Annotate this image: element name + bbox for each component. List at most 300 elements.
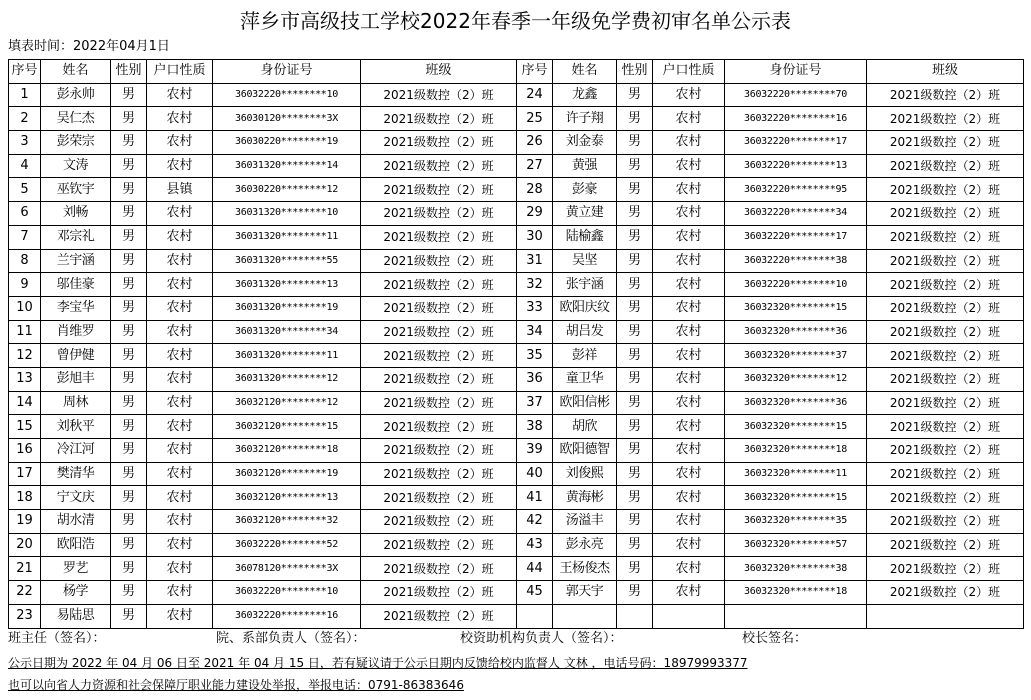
cell-hukou: 县镇: [147, 178, 213, 202]
cell-class: 2021级数控（2）班: [867, 273, 1024, 297]
cell-id-number: 36031320********11: [213, 344, 361, 368]
cell-hukou: 农村: [653, 344, 725, 368]
cell-hukou: 农村: [147, 439, 213, 463]
cell-name: 黄强: [553, 154, 617, 178]
cell-name: 杨学: [41, 581, 111, 605]
cell-seq: 22: [9, 581, 41, 605]
cell-gender: 男: [617, 296, 653, 320]
cell-class: 2021级数控（2）班: [361, 107, 517, 131]
cell-gender: 男: [111, 296, 147, 320]
cell-hukou: 农村: [653, 581, 725, 605]
cell-id-number: 36032320********11: [725, 462, 867, 486]
cell-name: 童卫华: [553, 367, 617, 391]
cell-name: 龙鑫: [553, 83, 617, 107]
cell-id-number: 36032320********15: [725, 486, 867, 510]
cell-name: 王杨俊杰: [553, 557, 617, 581]
cell-gender: 男: [111, 533, 147, 557]
cell-class: 2021级数控（2）班: [361, 296, 517, 320]
cell-class: 2021级数控（2）班: [361, 462, 517, 486]
cell-gender: 男: [617, 581, 653, 605]
cell-hukou: 农村: [147, 249, 213, 273]
cell-hukou: 农村: [653, 462, 725, 486]
cell-class: 2021级数控（2）班: [867, 249, 1024, 273]
cell-id-number: 36032220********34: [725, 202, 867, 226]
cell-name: 陆榆鑫: [553, 225, 617, 249]
cell-name: 许子翔: [553, 107, 617, 131]
cell-name: 黄海彬: [553, 486, 617, 510]
header-seq: 序号: [517, 60, 553, 84]
table-row: [9, 581, 1024, 605]
cell-seq: 11: [9, 320, 41, 344]
cell-id-number: 36030220********12: [213, 178, 361, 202]
cell-class: 2021级数控（2）班: [361, 154, 517, 178]
cell-gender: 男: [617, 439, 653, 463]
header-id: 身份证号: [725, 60, 867, 84]
header-name: 姓名: [41, 60, 111, 84]
table-row: [9, 202, 1024, 226]
cell-seq: 32: [517, 273, 553, 297]
cell-hukou: 农村: [653, 296, 725, 320]
cell-seq: 31: [517, 249, 553, 273]
table-row: [9, 557, 1024, 581]
cell-id-number: 36032220********70: [725, 83, 867, 107]
cell-name: 邬佳豪: [41, 273, 111, 297]
cell-class: 2021级数控（2）班: [361, 273, 517, 297]
table-row: [9, 83, 1024, 107]
cell-seq: 44: [517, 557, 553, 581]
cell-hukou: 农村: [147, 391, 213, 415]
aid-office-signature: 校资助机构负责人（签名）：: [460, 631, 623, 646]
cell-hukou: 农村: [147, 202, 213, 226]
cell-class: 2021级数控（2）班: [361, 533, 517, 557]
cell-seq: 34: [517, 320, 553, 344]
roster-table: [8, 59, 1024, 629]
cell-seq: 37: [517, 391, 553, 415]
cell-id-number: 36032120********32: [213, 510, 361, 534]
cell-id-number: 36032320********37: [725, 344, 867, 368]
cell-id-number: 36032220********13: [725, 154, 867, 178]
cell-id-number: 36032220********17: [725, 225, 867, 249]
cell-class: 2021级数控（2）班: [867, 557, 1024, 581]
cell-id-number: 36032220********38: [725, 249, 867, 273]
table-row: [9, 320, 1024, 344]
cell-gender: 男: [617, 391, 653, 415]
cell-id-number: 36078120********3X: [213, 557, 361, 581]
cell-id-number: 36032120********12: [213, 391, 361, 415]
cell-seq: 27: [517, 154, 553, 178]
cell-id-number: 36032320********57: [725, 533, 867, 557]
cell-name: 欧阳庆纹: [553, 296, 617, 320]
cell-gender: 男: [617, 107, 653, 131]
cell-id-number: 36032120********13: [213, 486, 361, 510]
cell-class: 2021级数控（2）班: [867, 107, 1024, 131]
cell-hukou: 农村: [147, 344, 213, 368]
cell-id-number: 36032120********15: [213, 415, 361, 439]
cell-hukou: 农村: [147, 510, 213, 534]
cell-hukou: 农村: [653, 225, 725, 249]
cell-seq: 18: [9, 486, 41, 510]
cell-gender: 男: [111, 415, 147, 439]
cell-gender: 男: [617, 462, 653, 486]
cell-name: 欧阳信彬: [553, 391, 617, 415]
cell-class: 2021级数控（2）班: [867, 486, 1024, 510]
cell-hukou: 农村: [653, 202, 725, 226]
header-class: 班级: [361, 60, 517, 84]
header-name: 姓名: [553, 60, 617, 84]
cell-hukou: 农村: [147, 367, 213, 391]
cell-gender: [617, 604, 653, 628]
signature-line: [8, 627, 1023, 645]
cell-gender: 男: [111, 154, 147, 178]
cell-seq: 33: [517, 296, 553, 320]
cell-gender: 男: [111, 581, 147, 605]
cell-seq: 41: [517, 486, 553, 510]
cell-name: 吴仁杰: [41, 107, 111, 131]
table-row: [9, 415, 1024, 439]
cell-seq: 36: [517, 367, 553, 391]
cell-gender: 男: [617, 510, 653, 534]
cell-hukou: 农村: [653, 131, 725, 155]
cell-seq: 15: [9, 415, 41, 439]
table-row: [9, 510, 1024, 534]
cell-hukou: 农村: [147, 154, 213, 178]
cell-name: 李宝华: [41, 296, 111, 320]
cell-hukou: 农村: [653, 107, 725, 131]
cell-seq: 17: [9, 462, 41, 486]
cell-class: 2021级数控（2）班: [867, 296, 1024, 320]
cell-class: 2021级数控（2）班: [867, 154, 1024, 178]
cell-seq: 4: [9, 154, 41, 178]
cell-id-number: 36032320********12: [725, 367, 867, 391]
cell-seq: 10: [9, 296, 41, 320]
cell-name: 郭天宇: [553, 581, 617, 605]
table-row: [9, 462, 1024, 486]
cell-gender: 男: [617, 344, 653, 368]
cell-class: 2021级数控（2）班: [867, 533, 1024, 557]
cell-seq: 29: [517, 202, 553, 226]
cell-name: 胡吕发: [553, 320, 617, 344]
cell-gender: 男: [111, 83, 147, 107]
cell-class: 2021级数控（2）班: [361, 367, 517, 391]
cell-class: 2021级数控（2）班: [867, 462, 1024, 486]
cell-class: 2021级数控（2）班: [361, 83, 517, 107]
cell-class: 2021级数控（2）班: [867, 131, 1024, 155]
cell-name: 刘俊熙: [553, 462, 617, 486]
cell-id-number: 36031320********55: [213, 249, 361, 273]
table-row: [9, 154, 1024, 178]
cell-name: 易陆思: [41, 604, 111, 628]
cell-gender: 男: [617, 533, 653, 557]
cell-seq: 3: [9, 131, 41, 155]
cell-class: 2021级数控（2）班: [361, 225, 517, 249]
cell-seq: 7: [9, 225, 41, 249]
cell-seq: 13: [9, 367, 41, 391]
announcement-note: 公示日期为 2022 年 04 月 06 日至 2021 年 04 月 15 日，若有疑议请于公示日期内反馈给校内监督人 文林 ，电话号码：18979993377: [8, 656, 748, 670]
cell-class: 2021级数控（2）班: [361, 131, 517, 155]
cell-seq: 24: [517, 83, 553, 107]
cell-seq: 16: [9, 439, 41, 463]
cell-gender: 男: [111, 391, 147, 415]
cell-class: 2021级数控（2）班: [867, 178, 1024, 202]
cell-id-number: 36032220********10: [213, 581, 361, 605]
cell-hukou: 农村: [653, 320, 725, 344]
cell-gender: 男: [617, 273, 653, 297]
cell-gender: 男: [111, 273, 147, 297]
cell-gender: 男: [111, 439, 147, 463]
table-row: [9, 178, 1024, 202]
header-seq: 序号: [9, 60, 41, 84]
table-row: [9, 486, 1024, 510]
cell-gender: 男: [617, 83, 653, 107]
cell-seq: 38: [517, 415, 553, 439]
cell-seq: 26: [517, 131, 553, 155]
cell-name: 欧阳浩: [41, 533, 111, 557]
cell-seq: 19: [9, 510, 41, 534]
fill-date: 填表时间：2022年04月1日: [8, 39, 170, 54]
cell-name: 彭永亮: [553, 533, 617, 557]
cell-class: 2021级数控（2）班: [361, 249, 517, 273]
cell-seq: 40: [517, 462, 553, 486]
cell-gender: 男: [111, 557, 147, 581]
cell-id-number: 36032220********10: [213, 83, 361, 107]
cell-id-number: 36030220********19: [213, 131, 361, 155]
cell-id-number: 36032220********52: [213, 533, 361, 557]
cell-seq: 6: [9, 202, 41, 226]
cell-gender: 男: [617, 249, 653, 273]
cell-name: 樊清华: [41, 462, 111, 486]
table-row: [9, 273, 1024, 297]
header-gender: 性别: [111, 60, 147, 84]
cell-hukou: 农村: [147, 225, 213, 249]
cell-seq: 21: [9, 557, 41, 581]
cell-seq: 43: [517, 533, 553, 557]
cell-hukou: 农村: [147, 296, 213, 320]
cell-seq: 5: [9, 178, 41, 202]
cell-hukou: 农村: [147, 557, 213, 581]
table-row: [9, 107, 1024, 131]
cell-hukou: 农村: [147, 604, 213, 628]
cell-name: 彭永帅: [41, 83, 111, 107]
cell-hukou: 农村: [653, 557, 725, 581]
cell-hukou: 农村: [147, 415, 213, 439]
header-hukou: 户口性质: [147, 60, 213, 84]
cell-seq: 8: [9, 249, 41, 273]
cell-gender: 男: [111, 249, 147, 273]
cell-hukou: 农村: [147, 533, 213, 557]
principal-signature: 校长签名：: [742, 631, 808, 646]
cell-id-number: 36032220********95: [725, 178, 867, 202]
cell-name: [553, 604, 617, 628]
cell-name: 张宇涵: [553, 273, 617, 297]
cell-name: 吴坚: [553, 249, 617, 273]
cell-id-number: 36032320********18: [725, 439, 867, 463]
cell-hukou: 农村: [147, 83, 213, 107]
cell-name: 彭旭丰: [41, 367, 111, 391]
cell-gender: 男: [617, 154, 653, 178]
cell-id-number: 36032120********18: [213, 439, 361, 463]
header-class: 班级: [867, 60, 1024, 84]
cell-class: 2021级数控（2）班: [361, 581, 517, 605]
cell-name: 汤溢丰: [553, 510, 617, 534]
header-row: [9, 60, 1024, 84]
header-id: 身份证号: [213, 60, 361, 84]
cell-gender: 男: [111, 510, 147, 534]
cell-hukou: 农村: [147, 273, 213, 297]
table-row: [9, 604, 1024, 628]
cell-name: 巫钦宇: [41, 178, 111, 202]
table-row: [9, 344, 1024, 368]
cell-id-number: 36032220********16: [213, 604, 361, 628]
cell-gender: 男: [617, 178, 653, 202]
cell-hukou: 农村: [147, 320, 213, 344]
cell-hukou: 农村: [653, 83, 725, 107]
cell-class: 2021级数控（2）班: [361, 604, 517, 628]
cell-gender: 男: [111, 202, 147, 226]
cell-hukou: 农村: [147, 462, 213, 486]
cell-hukou: 农村: [147, 581, 213, 605]
cell-seq: 25: [517, 107, 553, 131]
cell-hukou: 农村: [653, 249, 725, 273]
cell-class: 2021级数控（2）班: [361, 344, 517, 368]
cell-name: 邓宗礼: [41, 225, 111, 249]
cell-gender: 男: [111, 462, 147, 486]
cell-hukou: 农村: [147, 107, 213, 131]
cell-id-number: 36032320********18: [725, 581, 867, 605]
cell-class: 2021级数控（2）班: [867, 367, 1024, 391]
cell-gender: 男: [111, 320, 147, 344]
cell-seq: 20: [9, 533, 41, 557]
cell-hukou: 农村: [653, 510, 725, 534]
cell-hukou: 农村: [653, 439, 725, 463]
cell-name: 彭祥: [553, 344, 617, 368]
cell-gender: 男: [617, 225, 653, 249]
cell-name: 兰宇涵: [41, 249, 111, 273]
cell-gender: 男: [617, 415, 653, 439]
cell-name: 胡欣: [553, 415, 617, 439]
cell-gender: 男: [111, 107, 147, 131]
table-row: [9, 533, 1024, 557]
cell-name: 刘畅: [41, 202, 111, 226]
cell-hukou: 农村: [653, 154, 725, 178]
cell-id-number: 36032220********10: [725, 273, 867, 297]
cell-name: 肖维罗: [41, 320, 111, 344]
cell-class: 2021级数控（2）班: [867, 510, 1024, 534]
cell-gender: 男: [617, 320, 653, 344]
table-row: [9, 225, 1024, 249]
cell-seq: 14: [9, 391, 41, 415]
cell-seq: 30: [517, 225, 553, 249]
cell-gender: 男: [111, 367, 147, 391]
cell-id-number: 36032320********15: [725, 415, 867, 439]
cell-seq: 23: [9, 604, 41, 628]
cell-id-number: 36032320********15: [725, 296, 867, 320]
cell-gender: 男: [111, 486, 147, 510]
cell-id-number: 36032220********16: [725, 107, 867, 131]
cell-class: 2021级数控（2）班: [361, 202, 517, 226]
cell-hukou: 农村: [653, 391, 725, 415]
cell-name: 曾伊健: [41, 344, 111, 368]
cell-id-number: 36032220********17: [725, 131, 867, 155]
cell-class: 2021级数控（2）班: [867, 344, 1024, 368]
cell-name: 彭荣宗: [41, 131, 111, 155]
cell-id-number: 36031320********11: [213, 225, 361, 249]
cell-id-number: 36031320********14: [213, 154, 361, 178]
cell-id-number: 36032320********36: [725, 391, 867, 415]
cell-class: 2021级数控（2）班: [361, 557, 517, 581]
table-row: [9, 296, 1024, 320]
cell-gender: 男: [617, 486, 653, 510]
cell-name: 周林: [41, 391, 111, 415]
cell-id-number: 36031320********10: [213, 202, 361, 226]
cell-id-number: 36031320********34: [213, 320, 361, 344]
cell-name: 胡水清: [41, 510, 111, 534]
cell-class: 2021级数控（2）班: [867, 83, 1024, 107]
cell-seq: 2: [9, 107, 41, 131]
header-hukou: 户口性质: [653, 60, 725, 84]
cell-class: 2021级数控（2）班: [361, 178, 517, 202]
cell-name: 刘金泰: [553, 131, 617, 155]
cell-name: 罗艺: [41, 557, 111, 581]
cell-gender: 男: [111, 604, 147, 628]
cell-name: 宁文庆: [41, 486, 111, 510]
cell-seq: 45: [517, 581, 553, 605]
cell-id-number: 36031320********12: [213, 367, 361, 391]
cell-gender: 男: [617, 131, 653, 155]
cell-class: 2021级数控（2）班: [361, 439, 517, 463]
cell-seq: 39: [517, 439, 553, 463]
cell-seq: [517, 604, 553, 628]
cell-hukou: 农村: [653, 178, 725, 202]
cell-id-number: 36031320********19: [213, 296, 361, 320]
cell-gender: 男: [617, 367, 653, 391]
cell-hukou: [653, 604, 725, 628]
cell-id-number: 36031320********13: [213, 273, 361, 297]
page-title: 萍乡市高级技工学校2022年春季一年级免学费初审名单公示表: [240, 9, 791, 33]
cell-id-number: 36032320********35: [725, 510, 867, 534]
cell-gender: 男: [111, 131, 147, 155]
cell-name: 欧阳德智: [553, 439, 617, 463]
cell-gender: 男: [111, 178, 147, 202]
cell-id-number: [725, 604, 867, 628]
report-note: 也可以向省人力资源和社会保障厅职业能力建设处举报，举报电话：0791-86383646: [8, 678, 464, 692]
cell-hukou: 农村: [653, 367, 725, 391]
cell-class: 2021级数控（2）班: [867, 225, 1024, 249]
cell-class: [867, 604, 1024, 628]
cell-class: 2021级数控（2）班: [361, 320, 517, 344]
cell-name: 彭豪: [553, 178, 617, 202]
table-row: [9, 367, 1024, 391]
cell-class: 2021级数控（2）班: [867, 391, 1024, 415]
cell-id-number: 36030120********3X: [213, 107, 361, 131]
table-row: [9, 131, 1024, 155]
cell-gender: 男: [617, 557, 653, 581]
cell-class: 2021级数控（2）班: [867, 415, 1024, 439]
table-row: [9, 249, 1024, 273]
cell-seq: 28: [517, 178, 553, 202]
cell-hukou: 农村: [147, 486, 213, 510]
cell-seq: 9: [9, 273, 41, 297]
cell-seq: 35: [517, 344, 553, 368]
cell-seq: 42: [517, 510, 553, 534]
head-teacher-signature: 班主任（签名）：: [8, 631, 106, 646]
table-row: [9, 391, 1024, 415]
cell-name: 文涛: [41, 154, 111, 178]
cell-gender: 男: [111, 344, 147, 368]
cell-seq: 1: [9, 83, 41, 107]
cell-class: 2021级数控（2）班: [867, 439, 1024, 463]
table-row: [9, 439, 1024, 463]
cell-hukou: 农村: [653, 486, 725, 510]
